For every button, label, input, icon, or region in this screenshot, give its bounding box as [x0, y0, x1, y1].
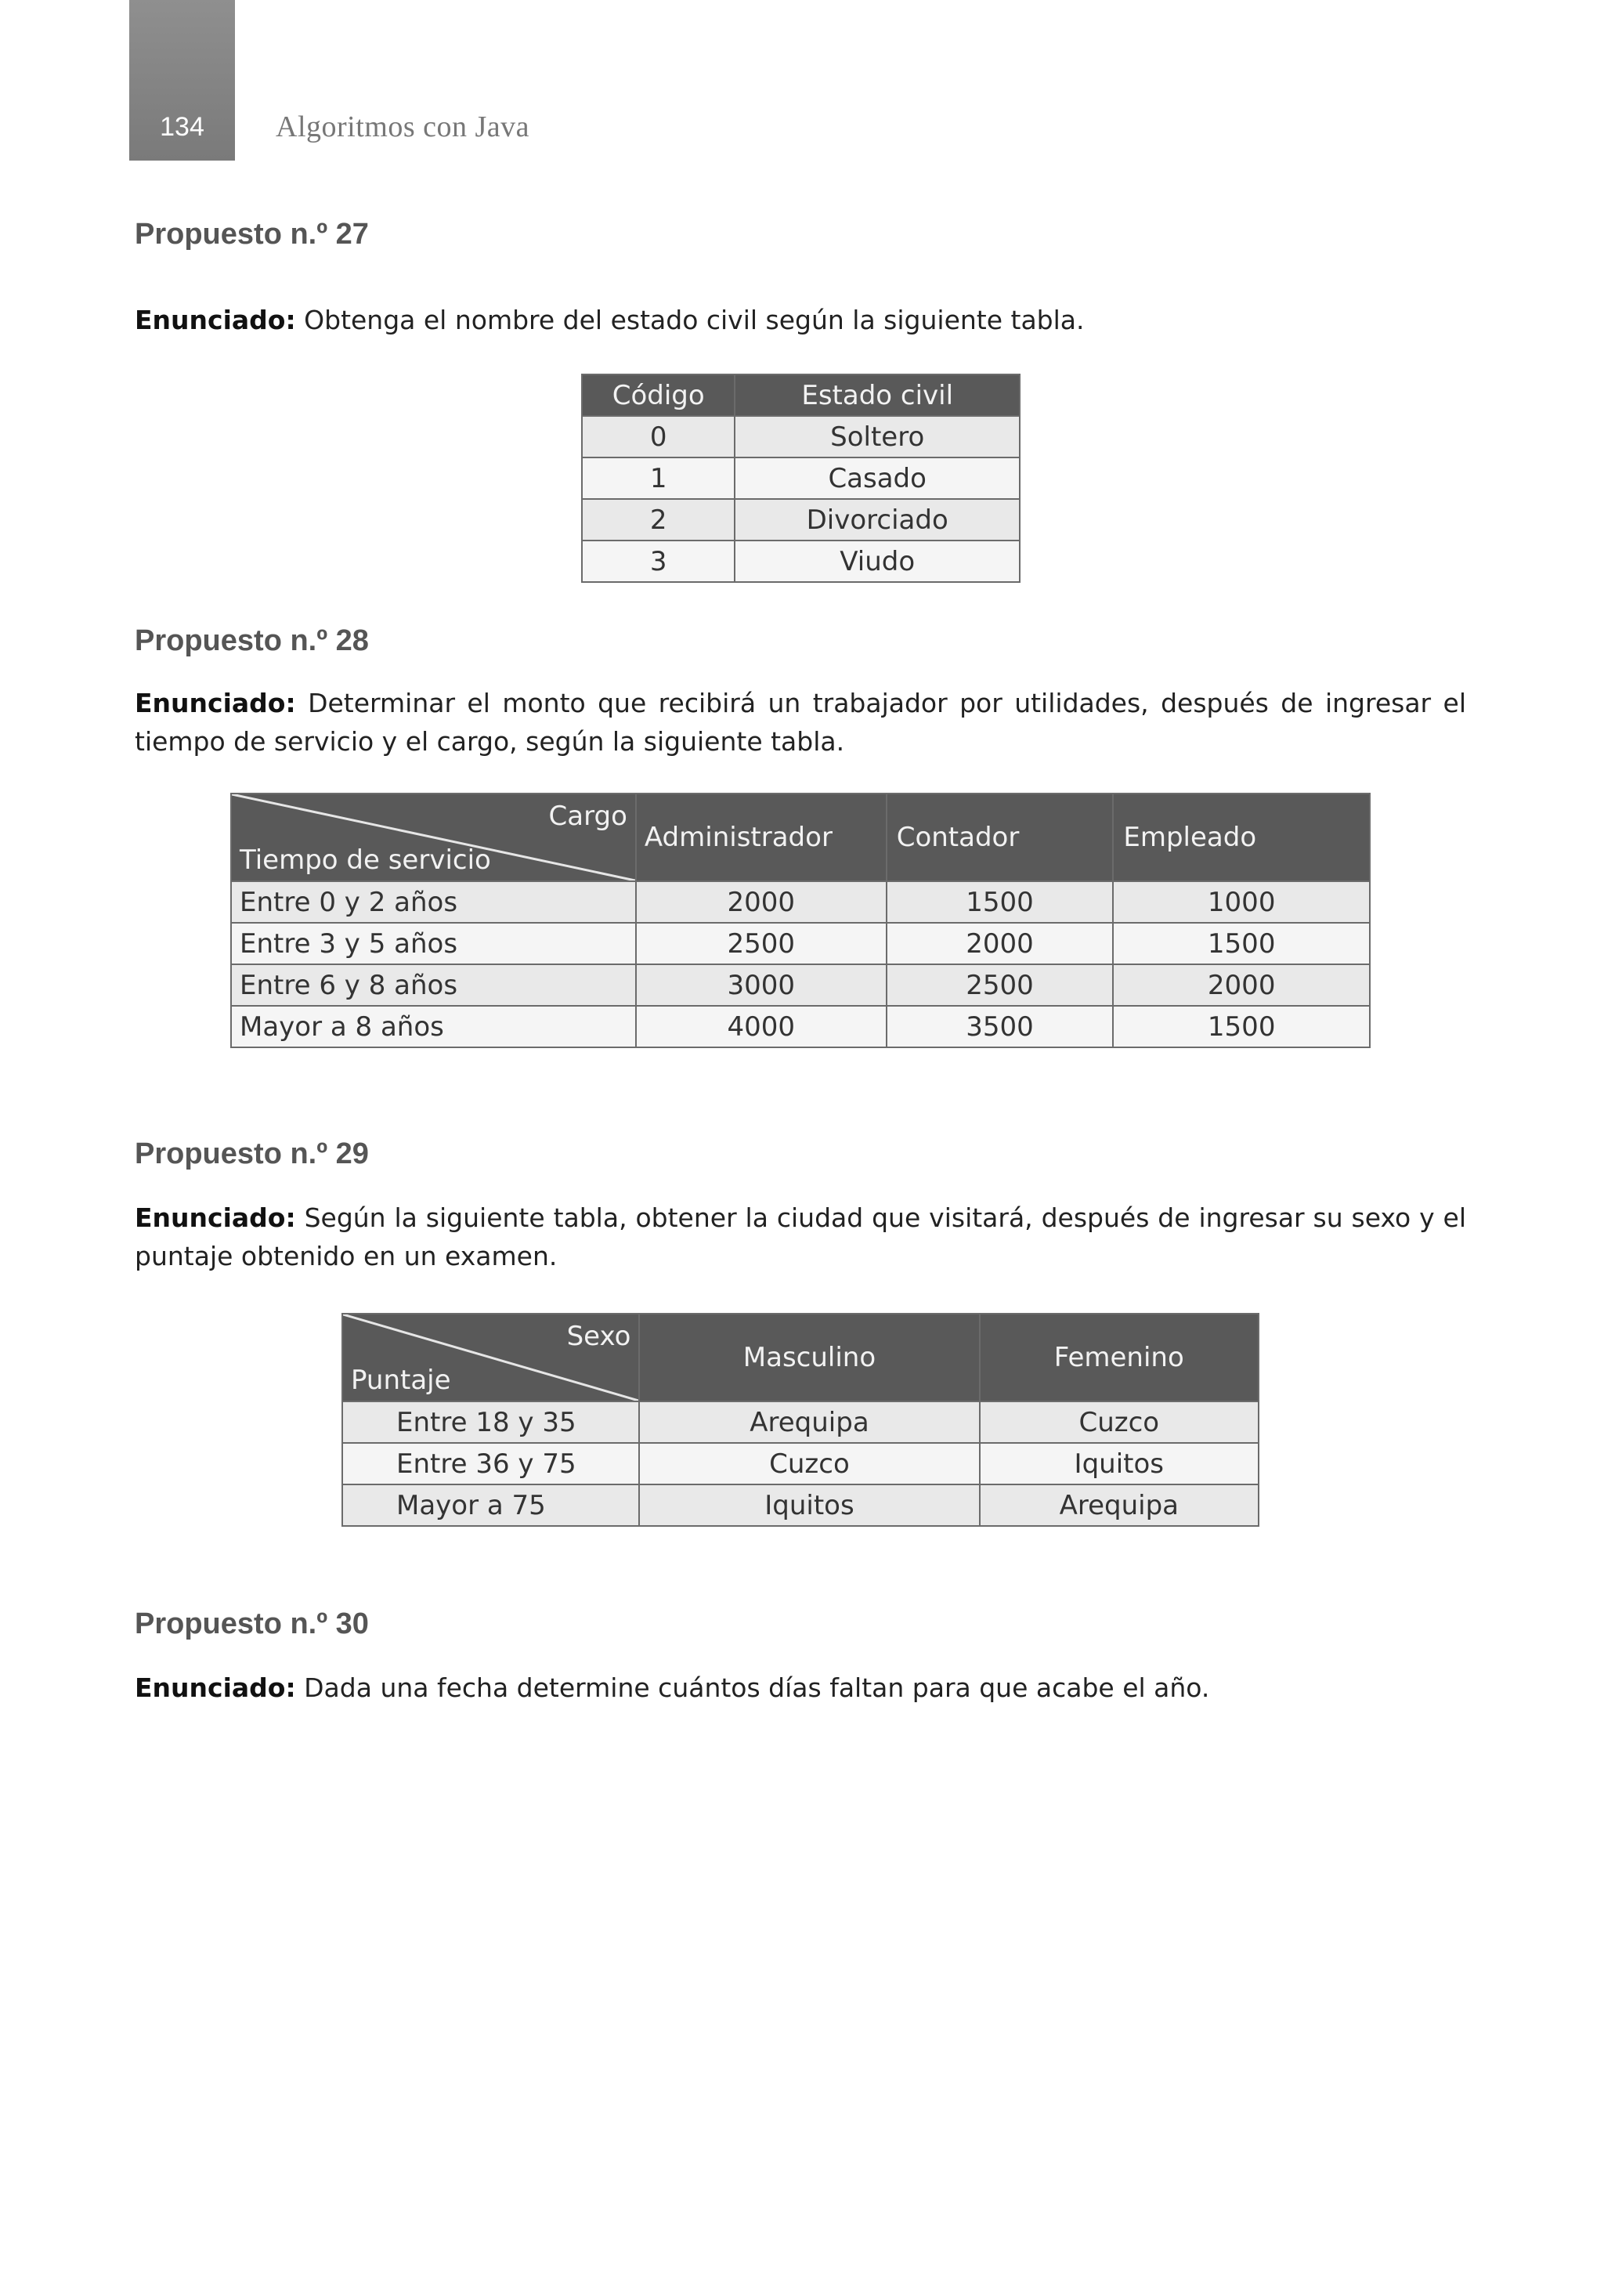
- table-cell: 2: [582, 499, 735, 541]
- statement-30: [135, 1669, 1466, 1707]
- table-cell: Entre 18 y 35: [342, 1401, 639, 1443]
- page-number: 134: [160, 112, 204, 142]
- statement-27: [135, 301, 1466, 339]
- table-cell: Cuzco: [639, 1443, 979, 1484]
- table-row: [582, 541, 1020, 582]
- corner-bottom-label: Puntaje: [351, 1365, 451, 1396]
- table-header-cell: Contador: [887, 794, 1114, 881]
- statement-label: Enunciado:: [135, 1202, 296, 1233]
- table-cell: 2000: [636, 881, 887, 923]
- table-row: [582, 457, 1020, 499]
- table-cell: Viudo: [735, 541, 1020, 582]
- table-row: [582, 416, 1020, 457]
- table-row: [342, 1443, 1259, 1484]
- section-title-30: Propuesto n.º 30: [135, 1607, 369, 1640]
- table-cell: Casado: [735, 457, 1020, 499]
- section-title-29: Propuesto n.º 29: [135, 1137, 369, 1170]
- profit-table: [230, 793, 1371, 1048]
- table-cell: 2000: [1113, 964, 1370, 1006]
- table-cell: Divorciado: [735, 499, 1020, 541]
- table-cell: 2500: [887, 964, 1114, 1006]
- table-row: [582, 499, 1020, 541]
- table-cell: Cuzco: [980, 1401, 1259, 1443]
- table-header-cell: Masculino: [639, 1314, 979, 1401]
- table-cell: 1000: [1113, 881, 1370, 923]
- table-cell: 3500: [887, 1006, 1114, 1047]
- table-row: [231, 964, 1370, 1006]
- table-row: [342, 1484, 1259, 1526]
- city-table: [341, 1313, 1259, 1527]
- table-cell: Iquitos: [639, 1484, 979, 1526]
- table-header-cell: Administrador: [636, 794, 887, 881]
- table-cell: 3: [582, 541, 735, 582]
- corner-top-label: Sexo: [566, 1321, 631, 1352]
- statement-text: Determinar el monto que recibirá un trabajador por utilidades, después de ingresar el tiempo de servicio y el cargo, según la siguiente tabla.: [135, 688, 1466, 757]
- table-cell: 4000: [636, 1006, 887, 1047]
- statement-29: [135, 1199, 1466, 1275]
- table-cell: 3000: [636, 964, 887, 1006]
- table-cell: 2500: [636, 923, 887, 964]
- table-cell: 1500: [1113, 1006, 1370, 1047]
- table-cell: Soltero: [735, 416, 1020, 457]
- table-cell: 1500: [887, 881, 1114, 923]
- corner-top-label: Cargo: [548, 801, 627, 832]
- table-cell: Entre 0 y 2 años: [231, 881, 636, 923]
- table-cell: Entre 3 y 5 años: [231, 923, 636, 964]
- statement-text: Dada una fecha determine cuántos días faltan para que acabe el año.: [295, 1672, 1210, 1703]
- statement-text: Según la siguiente tabla, obtener la ciudad que visitará, después de ingresar su sexo y el puntaje obtenido en un examen.: [135, 1202, 1466, 1271]
- table-row: [231, 1006, 1370, 1047]
- table-cell: Entre 6 y 8 años: [231, 964, 636, 1006]
- section-title-28: Propuesto n.º 28: [135, 624, 369, 657]
- table-cell: Arequipa: [980, 1484, 1259, 1526]
- table-cell: Iquitos: [980, 1443, 1259, 1484]
- table-cell: 1: [582, 457, 735, 499]
- table-cell: 1500: [1113, 923, 1370, 964]
- table-header-cell: Código: [582, 374, 735, 416]
- book-title: Algoritmos con Java: [276, 110, 530, 143]
- table-cell: Entre 36 y 75: [342, 1443, 639, 1484]
- civil-status-table: [581, 374, 1021, 583]
- section-title-27: Propuesto n.º 27: [135, 218, 369, 251]
- statement-label: Enunciado:: [135, 688, 296, 718]
- table-cell: Mayor a 75: [342, 1484, 639, 1526]
- table-row: [231, 923, 1370, 964]
- table-cell: 2000: [887, 923, 1114, 964]
- table-cell: Mayor a 8 años: [231, 1006, 636, 1047]
- statement-label: Enunciado:: [135, 1672, 296, 1703]
- table-header-cell: Empleado: [1113, 794, 1370, 881]
- statement-text: Obtenga el nombre del estado civil según la siguiente tabla.: [295, 305, 1085, 335]
- table-row: [342, 1401, 1259, 1443]
- table-header-cell: Femenino: [980, 1314, 1259, 1401]
- table-row: [231, 881, 1370, 923]
- statement-28: [135, 684, 1466, 761]
- table-header-cell: Estado civil: [735, 374, 1020, 416]
- corner-bottom-label: Tiempo de servicio: [240, 844, 491, 876]
- table-cell: Arequipa: [639, 1401, 979, 1443]
- statement-label: Enunciado:: [135, 305, 296, 335]
- table-cell: 0: [582, 416, 735, 457]
- table-corner-header: [231, 794, 636, 881]
- table-corner-header: [342, 1314, 639, 1401]
